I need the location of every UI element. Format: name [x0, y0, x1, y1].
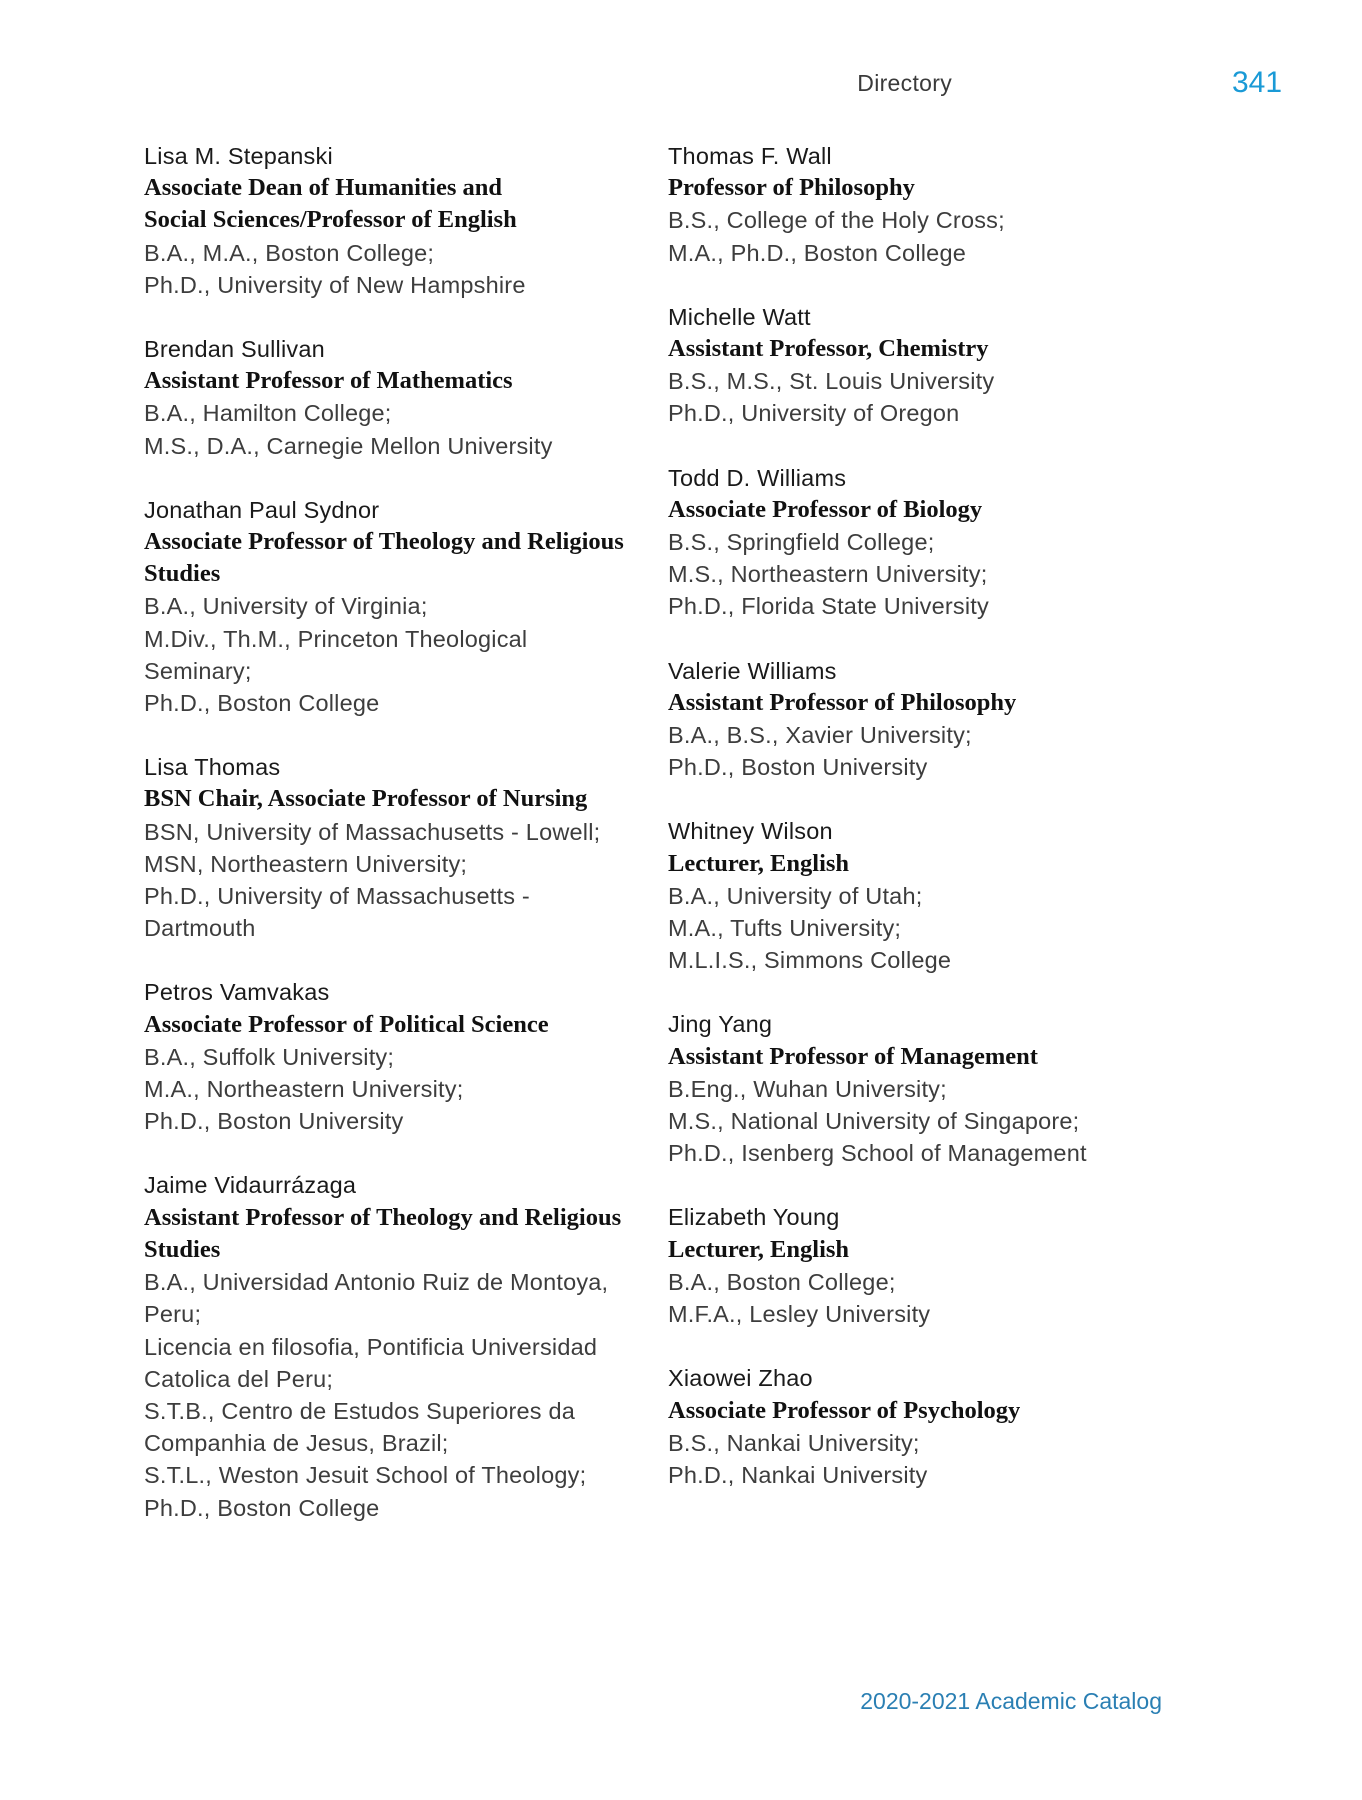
directory-entry	[144, 494, 634, 719]
faculty-title: Associate Professor of Biology	[668, 495, 983, 523]
directory-entry	[668, 815, 1138, 976]
faculty-degree: B.A., Universidad Antonio Ruiz de Montoya,	[144, 1269, 609, 1296]
faculty-title: Lecturer, English	[668, 1235, 850, 1263]
faculty-title: Assistant Professor of Management	[668, 1042, 1038, 1070]
faculty-name: Lisa M. Stepanski	[144, 143, 333, 169]
faculty-degree: B.S., College of the Holy Cross;	[668, 207, 1005, 234]
faculty-degree: M.A., Northeastern University;	[144, 1076, 464, 1103]
faculty-degree: S.T.B., Centro de Estudos Superiores da	[144, 1397, 576, 1424]
faculty-degree: M.L.I.S., Simmons College	[668, 947, 952, 974]
faculty-degree: B.A., Suffolk University;	[144, 1043, 395, 1070]
faculty-degree: Ph.D., Boston College	[144, 1494, 380, 1521]
faculty-degree: Ph.D., University of Oregon	[668, 400, 960, 427]
faculty-degree: Ph.D., Boston College	[144, 690, 380, 717]
faculty-degree: B.S., Nankai University;	[668, 1429, 920, 1456]
faculty-degree: B.A., Hamilton College;	[144, 400, 392, 427]
faculty-degree: M.S., Northeastern University;	[668, 561, 988, 588]
faculty-degree: B.A., B.S., Xavier University;	[668, 722, 972, 749]
faculty-name: Michelle Watt	[668, 303, 811, 330]
directory-column-right	[668, 140, 1138, 1523]
faculty-name: Whitney Wilson	[668, 818, 833, 845]
faculty-degree: S.T.L., Weston Jesuit School of Theology;	[144, 1462, 587, 1489]
faculty-title: Social Sciences/Professor of English	[144, 206, 517, 234]
faculty-title: Studies	[144, 1235, 221, 1263]
faculty-degree: B.A., Boston College;	[668, 1268, 896, 1295]
faculty-degree: Ph.D., University of Massachusetts -	[144, 883, 530, 910]
faculty-degree: Companhia de Jesus, Brazil;	[144, 1430, 449, 1457]
directory-entry	[668, 462, 1138, 623]
faculty-degree: Ph.D., Boston University	[668, 754, 928, 781]
faculty-degree: M.A., Ph.D., Boston College	[668, 239, 966, 266]
faculty-degree: Dartmouth	[144, 915, 256, 942]
faculty-degree: BSN, University of Massachusetts - Lowell;	[144, 818, 601, 845]
faculty-name: Jing Yang	[668, 1011, 773, 1038]
faculty-degree: Ph.D., Nankai University	[668, 1461, 928, 1488]
faculty-title: Associate Professor of Theology and Religious	[144, 528, 624, 556]
faculty-title: BSN Chair, Associate Professor of Nursing	[144, 785, 588, 813]
faculty-title: Assistant Professor of Theology and Religious	[144, 1203, 622, 1231]
faculty-name: Valerie Williams	[668, 657, 837, 684]
faculty-title: Lecturer, English	[668, 849, 850, 877]
faculty-degree: B.Eng., Wuhan University;	[668, 1075, 947, 1102]
faculty-degree: Ph.D., Boston University	[144, 1108, 404, 1135]
faculty-name: Brendan Sullivan	[144, 336, 325, 363]
faculty-title: Associate Professor of Political Science	[144, 1010, 549, 1038]
faculty-degree: B.S., Springfield College;	[668, 529, 935, 556]
faculty-title: Studies	[144, 560, 221, 588]
faculty-title: Professor of Philosophy	[668, 174, 915, 202]
section-title: Directory	[857, 70, 952, 96]
faculty-degree: M.A., Tufts University;	[668, 915, 902, 942]
directory-entry	[668, 655, 1138, 784]
faculty-title: Assistant Professor of Mathematics	[144, 367, 513, 395]
faculty-name: Jonathan Paul Sydnor	[144, 496, 380, 523]
faculty-name: Lisa Thomas	[144, 754, 281, 781]
directory-entry	[144, 333, 634, 462]
faculty-degree: Seminary;	[144, 657, 252, 684]
faculty-degree: Ph.D., Florida State University	[668, 593, 989, 620]
faculty-degree: Licencia en filosofia, Pontificia Universidad	[144, 1333, 598, 1360]
faculty-degree: MSN, Northeastern University;	[144, 850, 468, 877]
faculty-name: Jaime Vidaurrázaga	[144, 1172, 357, 1199]
faculty-name: Thomas F. Wall	[668, 143, 832, 169]
faculty-name: Xiaowei Zhao	[668, 1365, 813, 1392]
faculty-degree: Ph.D., University of New Hampshire	[144, 271, 526, 298]
directory-entry	[668, 301, 1138, 430]
directory-entry	[144, 140, 634, 301]
directory-entry	[668, 1362, 1138, 1491]
faculty-name: Petros Vamvakas	[144, 979, 330, 1006]
catalog-footer: 2020-2021 Academic Catalog	[860, 1688, 1162, 1714]
directory-entry	[668, 1008, 1138, 1169]
directory-entry	[668, 140, 1138, 269]
directory-column-left	[144, 140, 634, 1556]
directory-entry	[144, 1169, 634, 1523]
faculty-name: Todd D. Williams	[668, 464, 847, 491]
faculty-title: Associate Dean of Humanities and	[144, 174, 502, 202]
faculty-degree: Ph.D., Isenberg School of Management	[668, 1140, 1087, 1167]
faculty-title: Assistant Professor of Philosophy	[668, 688, 1017, 716]
faculty-degree: Peru;	[144, 1301, 202, 1328]
faculty-degree: B.A., University of Utah;	[668, 882, 923, 909]
faculty-degree: M.S., National University of Singapore;	[668, 1108, 1080, 1135]
faculty-degree: M.Div., Th.M., Princeton Theological	[144, 625, 528, 652]
faculty-degree: M.F.A., Lesley University	[668, 1301, 931, 1328]
directory-entry	[144, 976, 634, 1137]
faculty-title: Associate Professor of Psychology	[668, 1396, 1021, 1424]
faculty-degree: Catolica del Peru;	[144, 1365, 334, 1392]
directory-entry	[144, 751, 634, 944]
faculty-degree: B.S., M.S., St. Louis University	[668, 368, 995, 395]
faculty-degree: M.S., D.A., Carnegie Mellon University	[144, 432, 553, 459]
faculty-name: Elizabeth Young	[668, 1204, 840, 1231]
page-number: 341	[1232, 66, 1283, 99]
faculty-degree: B.A., University of Virginia;	[144, 593, 428, 620]
directory-entry	[668, 1201, 1138, 1330]
faculty-title: Assistant Professor, Chemistry	[668, 335, 989, 363]
faculty-degree: B.A., M.A., Boston College;	[144, 239, 435, 266]
